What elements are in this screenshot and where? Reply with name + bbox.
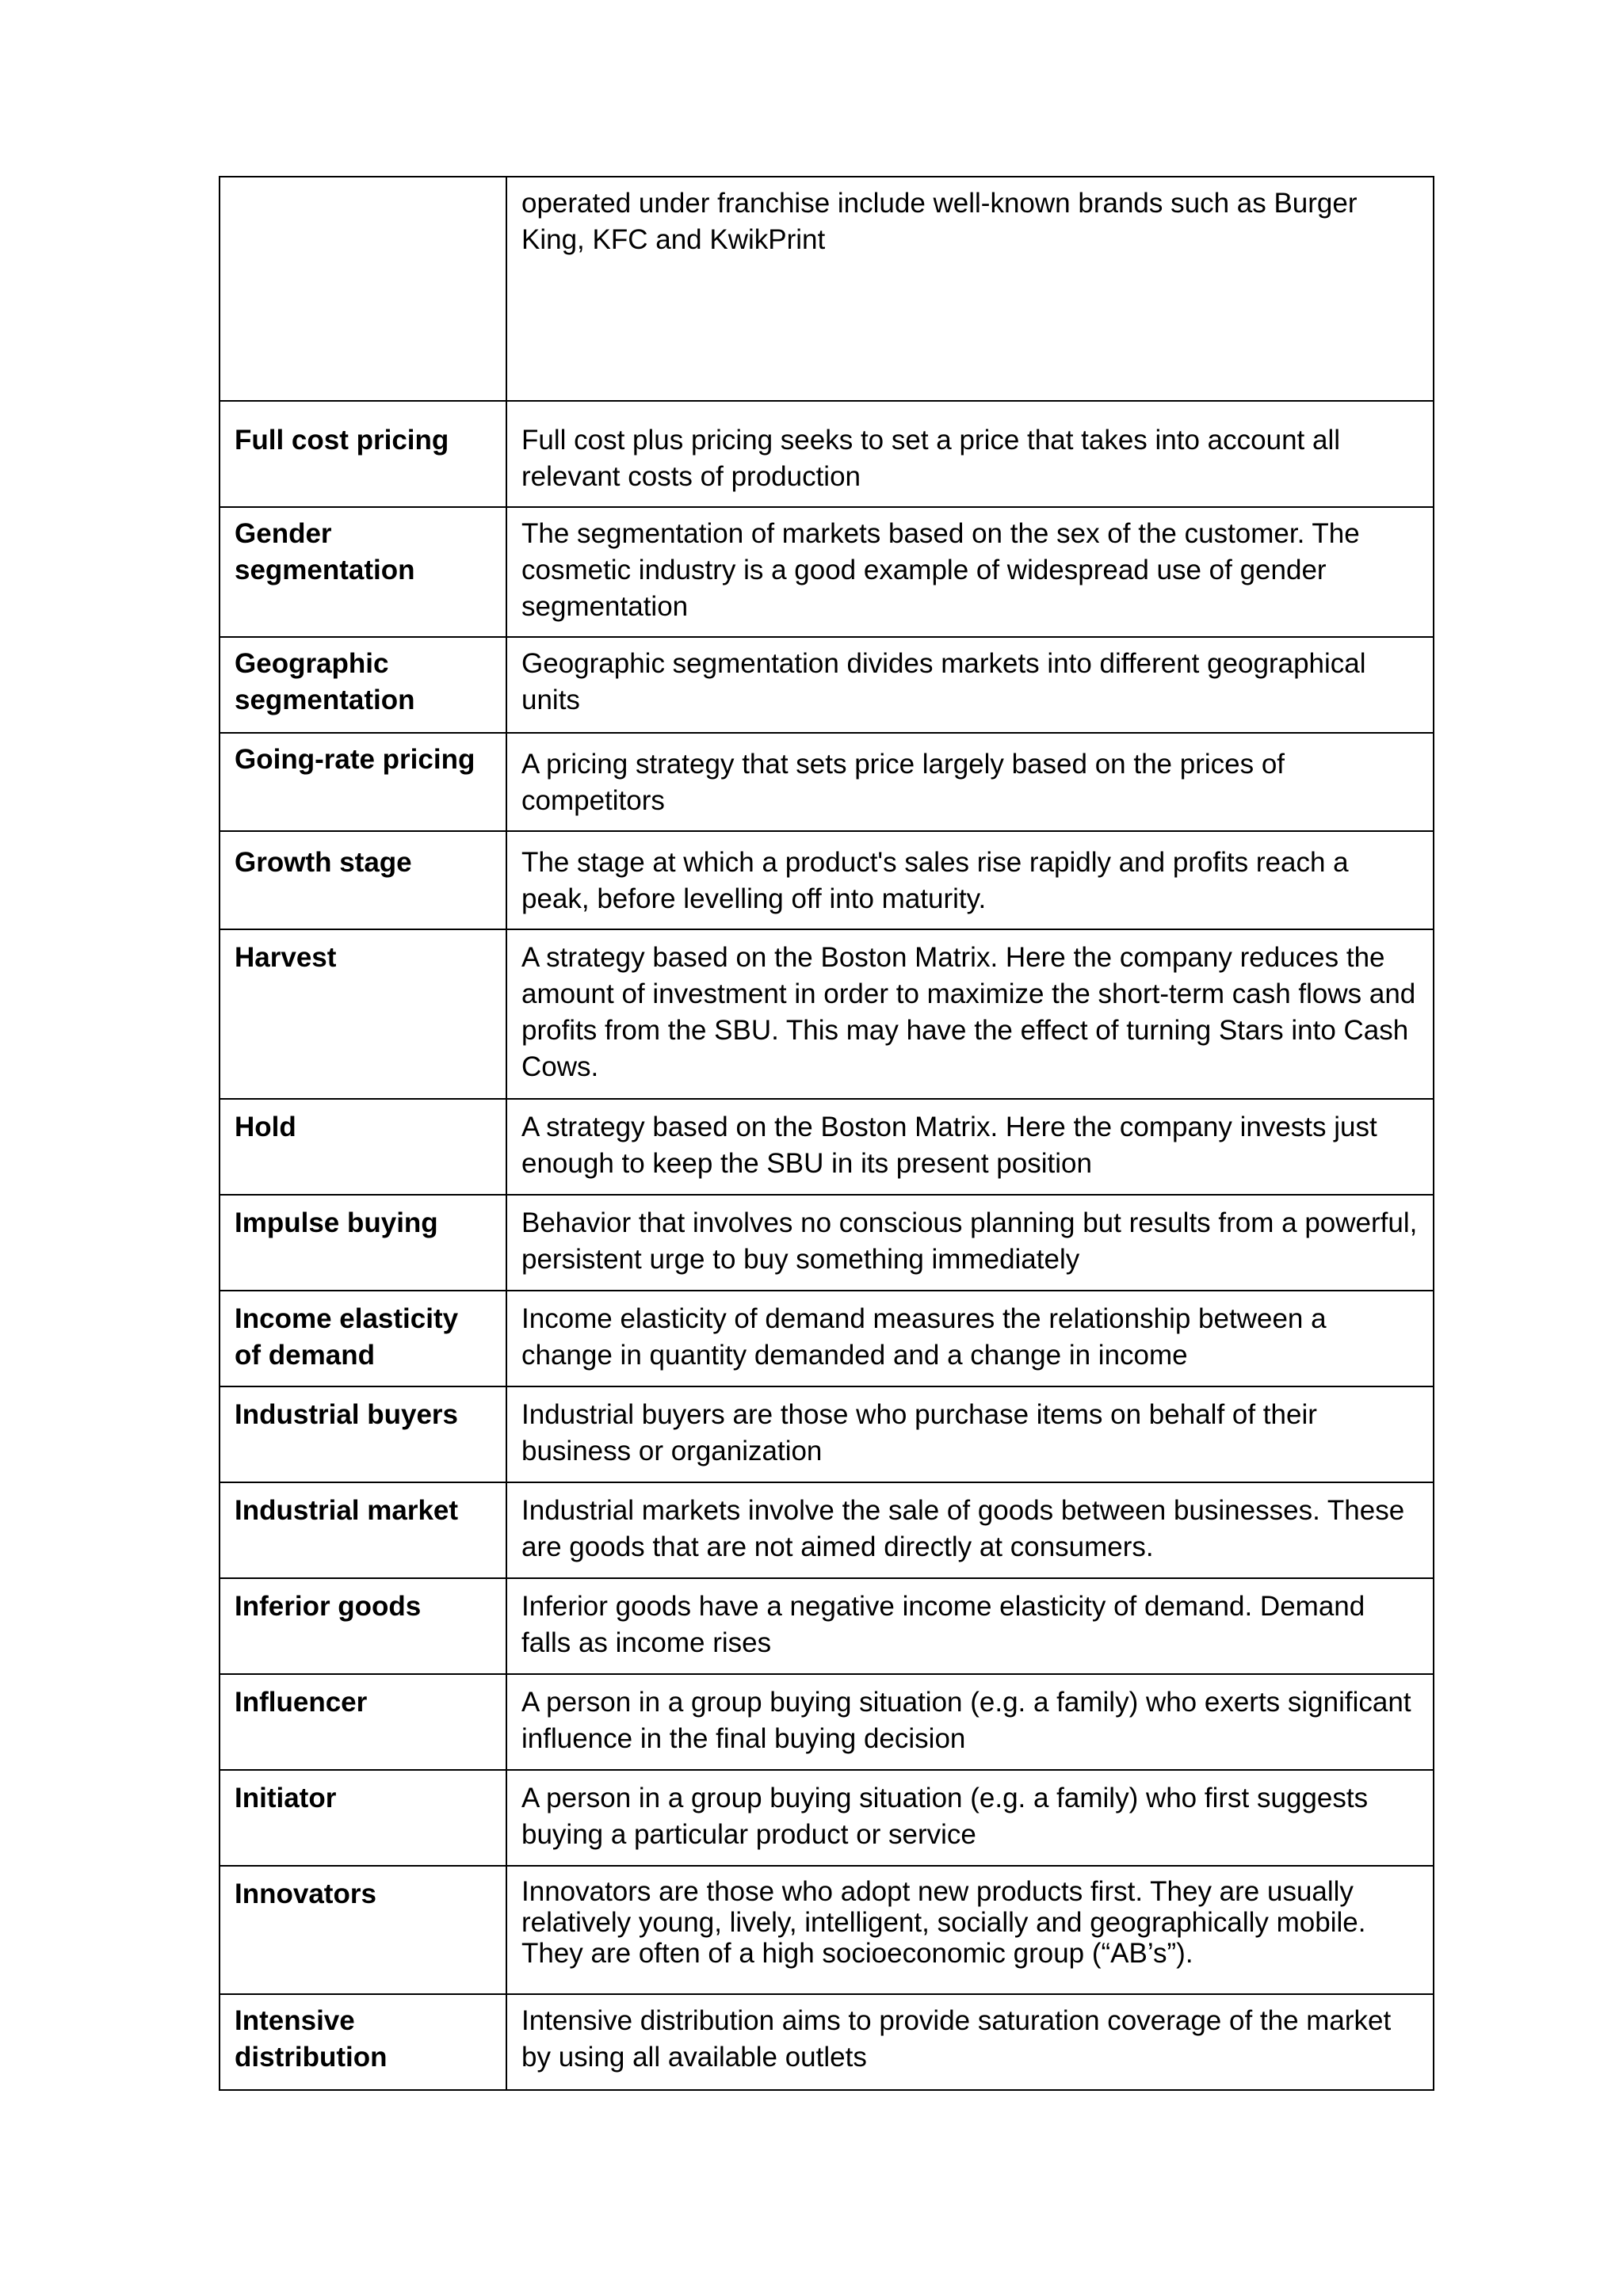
table-row xyxy=(220,507,1434,637)
term-cell xyxy=(220,177,506,401)
term-cell: Geographic segmentation xyxy=(220,637,506,733)
term-cell: Initiator xyxy=(220,1770,506,1866)
definition-cell: Industrial buyers are those who purchase items on behalf of their business or organization xyxy=(506,1386,1434,1482)
table-row xyxy=(220,637,1434,733)
table-row xyxy=(220,1386,1434,1482)
definition-cell: Inferior goods have a negative income elasticity of demand. Demand falls as income rises xyxy=(506,1578,1434,1674)
table-row xyxy=(220,1195,1434,1291)
table-row xyxy=(220,1994,1434,2090)
definition-cell: Industrial markets involve the sale of goods between businesses. These are goods that are not aimed directly at consumers. xyxy=(506,1482,1434,1578)
table-row xyxy=(220,831,1434,929)
table-row xyxy=(220,401,1434,507)
table-row xyxy=(220,1099,1434,1195)
definition-cell: A pricing strategy that sets price largely based on the prices of competitors xyxy=(506,733,1434,831)
term-cell: Growth stage xyxy=(220,831,506,929)
definition-cell: A person in a group buying situation (e.g. a family) who exerts significant influence in the final buying decision xyxy=(506,1674,1434,1770)
table-row xyxy=(220,733,1434,831)
table-row xyxy=(220,1770,1434,1866)
table-row xyxy=(220,929,1434,1099)
definition-cell: Intensive distribution aims to provide saturation coverage of the market by using all available outlets xyxy=(506,1994,1434,2090)
table-row xyxy=(220,1674,1434,1770)
table-row xyxy=(220,1291,1434,1386)
term-cell: Gender segmentation xyxy=(220,507,506,637)
definition-cell: Geographic segmentation divides markets into different geographical units xyxy=(506,637,1434,733)
definition-cell: Innovators are those who adopt new products first. They are usually relatively young, lively, intelligent, socially and geographically mobile. They are often of a high socioeconomic group (“AB’s”). xyxy=(506,1866,1434,1994)
table-row xyxy=(220,1866,1434,1994)
definition-cell: Full cost plus pricing seeks to set a price that takes into account all relevant costs of production xyxy=(506,401,1434,507)
definition-cell: operated under franchise include well-known brands such as Burger King, KFC and KwikPrint xyxy=(506,177,1434,401)
definition-cell: A strategy based on the Boston Matrix. Here the company reduces the amount of investment in order to maximize the short-term cash flows and profits from the SBU. This may have the effect of turning Stars into Cash Cows. xyxy=(506,929,1434,1099)
term-cell: Income elasticity of demand xyxy=(220,1291,506,1386)
term-cell: Innovators xyxy=(220,1866,506,1994)
term-cell: Full cost pricing xyxy=(220,401,506,507)
term-cell: Harvest xyxy=(220,929,506,1099)
table-row xyxy=(220,1578,1434,1674)
definition-cell: Behavior that involves no conscious planning but results from a powerful, persistent urge to buy something immediately xyxy=(506,1195,1434,1291)
definition-cell: The stage at which a product's sales rise rapidly and profits reach a peak, before levelling off into maturity. xyxy=(506,831,1434,929)
term-cell: Inferior goods xyxy=(220,1578,506,1674)
term-cell: Hold xyxy=(220,1099,506,1195)
definition-cell: A strategy based on the Boston Matrix. Here the company invests just enough to keep the SBU in its present position xyxy=(506,1099,1434,1195)
table-row xyxy=(220,177,1434,401)
definition-cell: Income elasticity of demand measures the relationship between a change in quantity demanded and a change in income xyxy=(506,1291,1434,1386)
definition-cell: A person in a group buying situation (e.g. a family) who first suggests buying a particular product or service xyxy=(506,1770,1434,1866)
term-cell: Going-rate pricing xyxy=(220,733,506,831)
table-row xyxy=(220,1482,1434,1578)
term-cell: Industrial market xyxy=(220,1482,506,1578)
term-cell: Intensive distribution xyxy=(220,1994,506,2090)
glossary-table xyxy=(219,176,1434,2091)
definition-cell: The segmentation of markets based on the sex of the customer. The cosmetic industry is a good example of widespread use of gender segmentation xyxy=(506,507,1434,637)
term-cell: Impulse buying xyxy=(220,1195,506,1291)
term-cell: Influencer xyxy=(220,1674,506,1770)
term-cell: Industrial buyers xyxy=(220,1386,506,1482)
